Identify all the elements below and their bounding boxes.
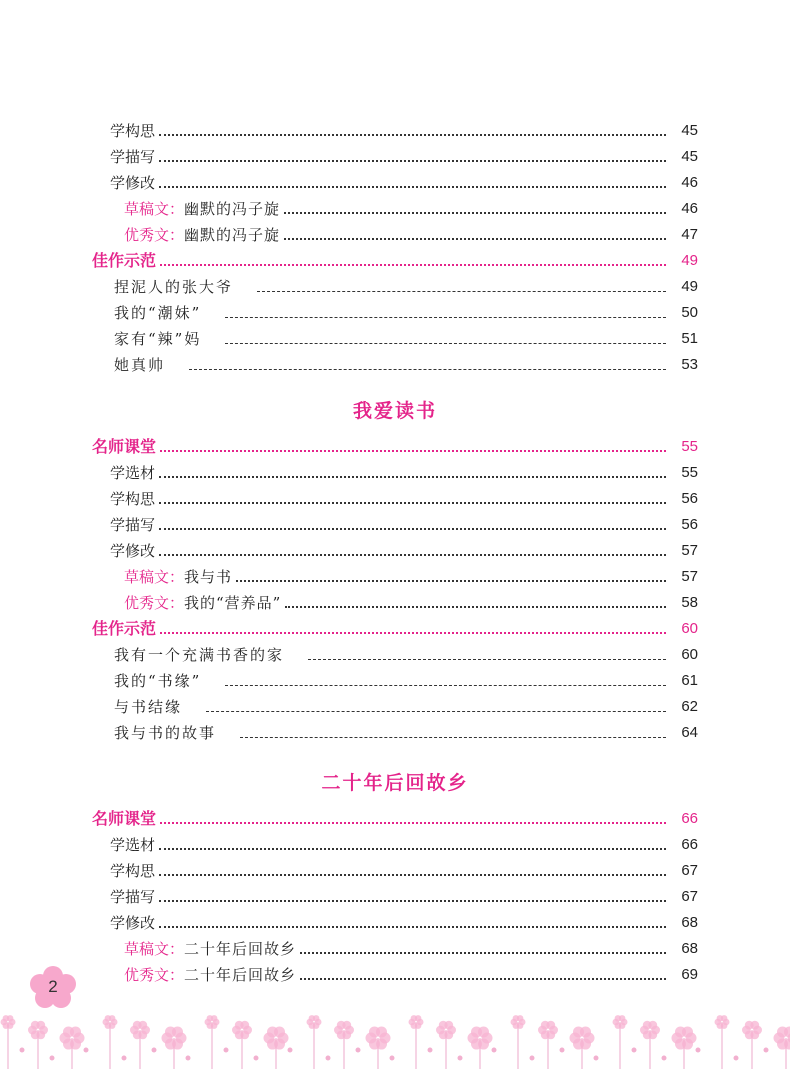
dot-leader xyxy=(159,900,666,902)
toc-page-number: 64 xyxy=(681,724,698,741)
flower-petal xyxy=(648,1021,657,1030)
toc-page-number: 49 xyxy=(681,278,698,295)
page-number: 2 xyxy=(48,977,58,996)
toc-line[interactable] xyxy=(110,856,698,880)
toc-page-number: 68 xyxy=(681,914,698,931)
toc-page-number: 60 xyxy=(681,646,698,663)
toc-page-number: 69 xyxy=(681,966,698,983)
dot-ornament xyxy=(152,1048,157,1053)
toc-label: 学修改 xyxy=(110,542,156,560)
toc-page-number: 61 xyxy=(681,672,698,689)
toc-line-essay[interactable] xyxy=(114,718,698,742)
toc-label: 学构思 xyxy=(110,862,156,880)
dot-leader xyxy=(159,160,666,162)
toc-page-number: 56 xyxy=(681,516,698,533)
toc-label: 我与书 xyxy=(184,568,233,586)
toc-page-number: 67 xyxy=(681,888,698,905)
toc-page-number: 47 xyxy=(681,226,698,243)
essay-title: 与书结缘 xyxy=(114,698,183,716)
toc-page-number: 66 xyxy=(681,810,698,827)
essay-title: 我与书的故事 xyxy=(114,724,217,742)
flower-petal xyxy=(546,1021,555,1030)
dash-leader xyxy=(225,317,666,318)
dot-ornament xyxy=(530,1056,535,1061)
flower-petal xyxy=(682,1026,693,1037)
flower-petal xyxy=(109,1015,116,1022)
dot-ornament xyxy=(50,1056,55,1061)
dot-leader xyxy=(160,264,666,266)
dot-ornament xyxy=(594,1056,599,1061)
dot-leader xyxy=(236,580,666,582)
toc-page-number: 50 xyxy=(681,304,698,321)
dot-ornament xyxy=(224,1048,229,1053)
toc-section-heading[interactable] xyxy=(92,432,698,456)
toc-page-number: 45 xyxy=(681,122,698,139)
toc-line-essay[interactable] xyxy=(114,298,698,322)
flower-petal xyxy=(138,1021,147,1030)
toc-page-number: 51 xyxy=(681,330,698,347)
excellent-label: 优秀文： xyxy=(124,594,185,612)
toc-page-number: 46 xyxy=(681,174,698,191)
toc-line[interactable] xyxy=(110,142,698,166)
flower-petal xyxy=(619,1015,626,1022)
dot-ornament xyxy=(356,1048,361,1053)
chapter-title[interactable]: 我爱读书 xyxy=(352,400,437,422)
toc-page-number: 55 xyxy=(681,438,698,455)
dot-leader xyxy=(159,926,666,928)
flower-petal xyxy=(70,1026,81,1037)
toc-page-number: 60 xyxy=(681,620,698,637)
flower-petal xyxy=(172,1026,183,1037)
essay-title: 我的“书缘” xyxy=(114,672,202,690)
dot-leader xyxy=(284,212,666,214)
toc-line[interactable] xyxy=(110,168,698,192)
toc-line[interactable] xyxy=(110,458,698,482)
dot-ornament xyxy=(632,1048,637,1053)
draft-label: 草稿文： xyxy=(124,568,185,586)
flower-petal xyxy=(415,1015,422,1022)
toc-label: 学描写 xyxy=(110,888,156,906)
toc-page-number: 45 xyxy=(681,148,698,165)
dot-ornament xyxy=(20,1048,25,1053)
toc-line-draft[interactable] xyxy=(124,562,698,586)
essay-title: 她真帅 xyxy=(114,356,166,374)
dot-leader xyxy=(300,952,666,954)
toc-page-number: 55 xyxy=(681,464,698,481)
dot-ornament xyxy=(696,1048,701,1053)
flower-petal xyxy=(376,1026,387,1037)
flower-petal xyxy=(240,1021,249,1030)
section-label: 名师课堂 xyxy=(92,809,157,828)
dot-ornament xyxy=(734,1056,739,1061)
toc-section-heading[interactable] xyxy=(92,246,698,270)
toc-page-number: 62 xyxy=(681,698,698,715)
dot-ornament xyxy=(84,1048,89,1053)
dot-ornament xyxy=(458,1056,463,1061)
toc-line[interactable] xyxy=(110,510,698,534)
flower-petal xyxy=(721,1015,728,1022)
flower-petal xyxy=(211,1015,218,1022)
toc-line-essay[interactable] xyxy=(114,324,698,348)
dot-leader xyxy=(160,822,666,824)
flower-petal xyxy=(750,1021,759,1030)
toc-line-excellent[interactable] xyxy=(124,588,698,612)
toc-page-number: 66 xyxy=(681,836,698,853)
toc-line-essay[interactable] xyxy=(114,350,698,374)
section-label: 佳作示范 xyxy=(92,251,157,270)
toc-label: 学修改 xyxy=(110,914,156,932)
dot-leader xyxy=(159,502,666,504)
toc-page-number: 53 xyxy=(681,356,698,373)
toc-label: 学描写 xyxy=(110,148,156,166)
essay-title: 家有“辣”妈 xyxy=(114,330,202,348)
dash-leader xyxy=(189,369,666,370)
dash-leader xyxy=(240,737,666,738)
dot-leader xyxy=(160,450,666,452)
excellent-label: 优秀文： xyxy=(124,966,185,984)
essay-title: 捏泥人的张大爷 xyxy=(114,278,234,296)
dot-ornament xyxy=(560,1048,565,1053)
dash-leader xyxy=(308,659,666,660)
toc-page-number: 58 xyxy=(681,594,698,611)
essay-title: 我有一个充满书香的家 xyxy=(114,646,285,664)
toc-line[interactable] xyxy=(110,882,698,906)
dot-leader xyxy=(159,554,666,556)
dot-leader xyxy=(160,632,666,634)
toc-label: 幽默的冯子旋 xyxy=(184,200,281,218)
toc-line[interactable] xyxy=(110,116,698,140)
toc-label: 学选材 xyxy=(110,836,156,854)
dot-ornament xyxy=(492,1048,497,1053)
toc-line-essay[interactable] xyxy=(114,692,698,716)
dot-ornament xyxy=(390,1056,395,1061)
flower-border-decoration xyxy=(0,1000,790,1069)
toc-page-number: 67 xyxy=(681,862,698,879)
dot-ornament xyxy=(186,1056,191,1061)
toc-label: 学描写 xyxy=(110,516,156,534)
dot-ornament xyxy=(326,1056,331,1061)
chapter-title[interactable]: 二十年后回故乡 xyxy=(321,772,469,794)
excellent-label: 优秀文： xyxy=(124,226,185,244)
dot-leader xyxy=(159,528,666,530)
flower-petal xyxy=(478,1026,489,1037)
dot-leader xyxy=(159,476,666,478)
toc-label: 学选材 xyxy=(110,464,156,482)
toc-label: 幽默的冯子旋 xyxy=(184,226,281,244)
dot-leader xyxy=(159,134,666,136)
dot-leader xyxy=(159,874,666,876)
toc-page-number: 68 xyxy=(681,940,698,957)
dash-leader xyxy=(225,343,666,344)
dot-leader xyxy=(159,186,666,188)
toc-section-heading[interactable] xyxy=(92,614,698,638)
dot-ornament xyxy=(428,1048,433,1053)
flower-petal xyxy=(274,1026,285,1037)
toc-section-heading[interactable] xyxy=(92,804,698,828)
toc-line-essay[interactable] xyxy=(114,666,698,690)
toc-page-number: 56 xyxy=(681,490,698,507)
flower-petal xyxy=(517,1015,524,1022)
draft-label: 草稿文： xyxy=(124,940,185,958)
toc-line-excellent[interactable] xyxy=(124,220,698,244)
dash-leader xyxy=(257,291,666,292)
section-label: 名师课堂 xyxy=(92,437,157,456)
toc-line[interactable] xyxy=(110,908,698,932)
toc-label: 二十年后回故乡 xyxy=(184,940,297,958)
toc-line-draft[interactable] xyxy=(124,934,698,958)
toc-label: 学修改 xyxy=(110,174,156,192)
toc-line-excellent[interactable] xyxy=(124,960,698,984)
toc-line-draft[interactable] xyxy=(124,194,698,218)
flower-petal xyxy=(580,1026,591,1037)
dot-ornament xyxy=(662,1056,667,1061)
flower-petal xyxy=(444,1021,453,1030)
dash-leader xyxy=(206,711,666,712)
flower-petal xyxy=(342,1021,351,1030)
toc-page-number: 57 xyxy=(681,568,698,585)
dot-leader xyxy=(284,238,666,240)
dot-ornament xyxy=(764,1048,769,1053)
dot-ornament xyxy=(288,1048,293,1053)
toc-page-number: 46 xyxy=(681,200,698,217)
toc-label: 学构思 xyxy=(110,122,156,140)
toc-line-essay[interactable] xyxy=(114,640,698,664)
toc-line[interactable] xyxy=(110,830,698,854)
toc-label: 学构思 xyxy=(110,490,156,508)
essay-title: 我的“潮妹” xyxy=(114,304,202,322)
toc-line[interactable] xyxy=(110,484,698,508)
section-label: 佳作示范 xyxy=(92,619,157,638)
flower-petal xyxy=(313,1015,320,1022)
dot-leader xyxy=(285,606,666,608)
toc-label: 我的“营养品” xyxy=(184,594,282,612)
draft-label: 草稿文： xyxy=(124,200,185,218)
flower-petal xyxy=(36,1021,45,1030)
toc-label: 二十年后回故乡 xyxy=(184,966,297,984)
flower-petal xyxy=(7,1015,14,1022)
toc-page-number: 49 xyxy=(681,252,698,269)
dash-leader xyxy=(225,685,666,686)
toc-line-essay[interactable] xyxy=(114,272,698,296)
dot-ornament xyxy=(254,1056,259,1061)
toc-page-number: 57 xyxy=(681,542,698,559)
toc-line[interactable] xyxy=(110,536,698,560)
dot-leader xyxy=(300,978,666,980)
dot-ornament xyxy=(122,1056,127,1061)
dot-leader xyxy=(159,848,666,850)
